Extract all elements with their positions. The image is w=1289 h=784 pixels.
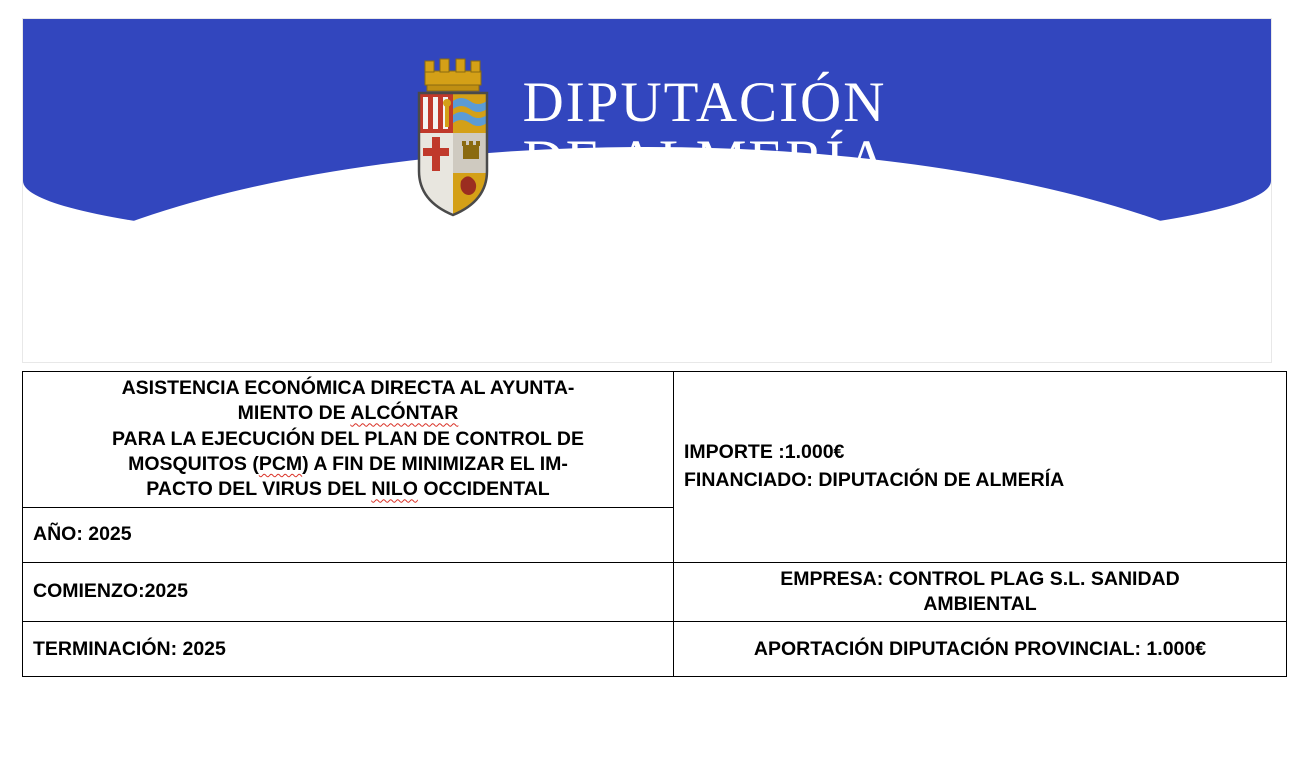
aportacion-cell: APORTACIÓN DIPUTACIÓN PROVINCIAL: 1.000€ <box>674 622 1287 677</box>
title-line-2: MIENTO DE ALCÓNTAR <box>237 402 459 425</box>
title-line-3: PARA LA EJECUCIÓN DEL PLAN DE CONTROL DE <box>111 427 584 450</box>
empresa-line-2: AMBIENTAL <box>923 593 1037 616</box>
title-line-1: ASISTENCIA ECONÓMICA DIRECTA AL AYUNTA- <box>121 377 575 399</box>
project-title-cell <box>23 372 674 508</box>
institution-logo <box>23 19 1271 251</box>
importe-value: IMPORTE :1.000€ <box>684 441 845 464</box>
empresa-line-1: EMPRESA: CONTROL PLAG S.L. SANIDAD <box>780 567 1180 590</box>
empresa-cell <box>674 562 1287 622</box>
amount-cell <box>674 372 1287 563</box>
terminacion-cell: TERMINACIÓN: 2025 <box>23 622 674 677</box>
financiado-value: FINANCIADO: DIPUTACIÓN DE ALMERÍA <box>684 469 1065 492</box>
title-line-5: PACTO DEL VIRUS DEL NILO OCCIDENTAL <box>146 478 550 501</box>
logo-line-2: DE ALMERÍA <box>522 129 890 192</box>
title-line-4: MOSQUITOS (PCM) A FIN DE MINIMIZAR EL IM- <box>128 453 568 476</box>
header-banner <box>22 18 1272 363</box>
logo-wordmark <box>522 70 890 192</box>
logo-line-1: DIPUTACIÓN <box>522 70 887 134</box>
table-row <box>23 622 1287 677</box>
project-summary-table <box>22 371 1287 677</box>
comienzo-cell: COMIENZO:2025 <box>23 562 674 622</box>
anio-cell: AÑO: 2025 <box>23 507 674 562</box>
table-row <box>23 562 1287 622</box>
coat-of-arms-icon <box>405 49 501 221</box>
